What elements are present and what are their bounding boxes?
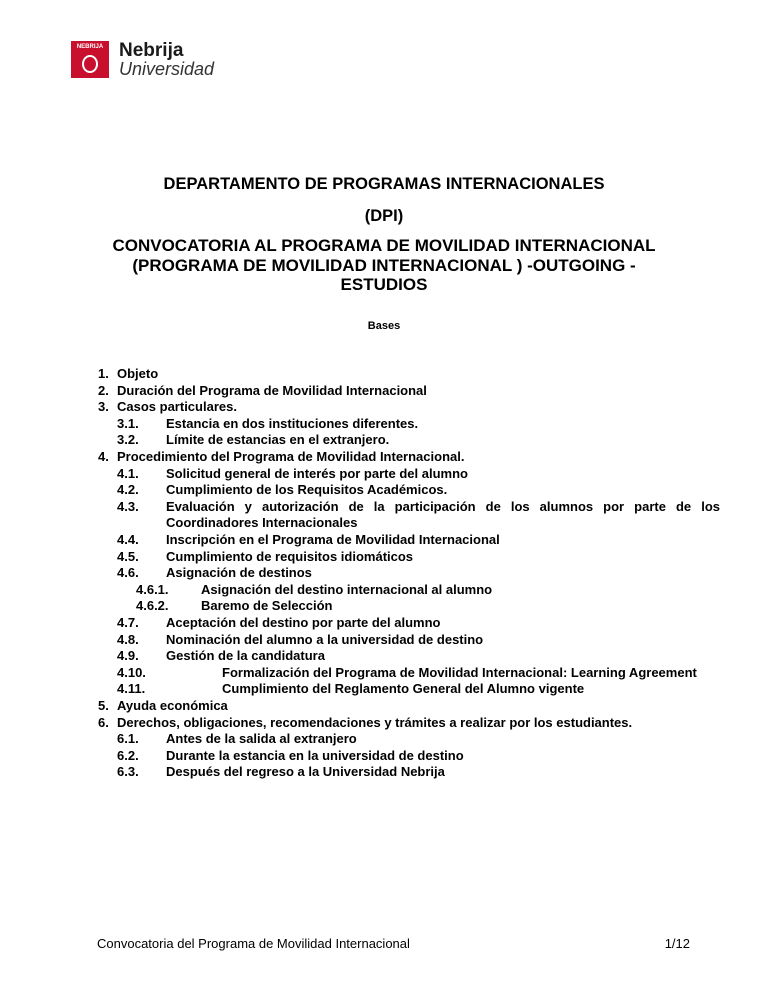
toc-text: Asignación de destinos xyxy=(166,565,312,581)
toc-item xyxy=(136,582,492,598)
toc-number: 3. xyxy=(98,399,109,415)
call-title-line-3: ESTUDIOS xyxy=(340,275,428,294)
toc-item xyxy=(117,532,500,548)
toc-item xyxy=(117,748,464,764)
toc-item xyxy=(117,482,447,498)
toc-text: Formalización del Programa de Movilidad Internacional: Learning Agreement xyxy=(222,664,697,680)
nebrija-logo xyxy=(71,41,214,78)
toc-number: 3.1. xyxy=(117,415,139,431)
toc-number: 6.2. xyxy=(117,747,139,763)
logo-emblem xyxy=(71,41,109,78)
toc-number: 4.1. xyxy=(117,465,139,481)
toc-number: 4.8. xyxy=(117,631,139,647)
toc-number: 4.3. xyxy=(117,498,139,514)
toc-text: Gestión de la candidatura xyxy=(166,648,325,664)
toc-number: 4. xyxy=(98,449,109,464)
toc-text: Objeto xyxy=(117,366,159,381)
toc-item xyxy=(117,648,325,664)
toc-number: 5. xyxy=(98,698,109,713)
toc-number: 4.6. xyxy=(117,565,139,581)
toc-number: 4.6.2. xyxy=(136,598,169,614)
toc-item xyxy=(117,565,312,581)
department-abbr: (DPI) xyxy=(364,207,404,225)
toc-text: Durante la estancia en la universidad de destino xyxy=(166,747,464,763)
call-title-line-2: (PROGRAMA DE MOVILIDAD INTERNACIONAL ) -OUTGOING - xyxy=(132,256,636,275)
toc-text: Aceptación del destino por parte del alumno xyxy=(166,615,441,630)
toc-text: Cumplimiento de los Requisitos Académicos. xyxy=(166,482,448,498)
toc-text: Asignación del destino internacional al alumno xyxy=(201,581,493,597)
toc-number: 4.6.1. xyxy=(136,581,169,597)
toc-item xyxy=(117,731,357,747)
toc-text: Baremo de Selección xyxy=(201,598,333,614)
page-number: 1/12 xyxy=(664,936,690,951)
toc-text: Evaluación y autorización de la participación de los alumnos por parte de los xyxy=(166,498,720,514)
toc-text: Nominación del alumno a la universidad de destino xyxy=(166,631,484,647)
toc-text: Después del regreso a la Universidad Nebrija xyxy=(166,764,445,780)
toc-item xyxy=(98,715,632,731)
bases-label: Bases xyxy=(367,320,401,332)
toc-text: Solicitud general de interés por parte del alumno xyxy=(166,465,468,481)
toc-item xyxy=(98,698,228,714)
call-title-line-1: CONVOCATORIA AL PROGRAMA DE MOVILIDAD INTERNACIONAL xyxy=(112,236,656,255)
toc-number: 4.4. xyxy=(117,532,139,547)
toc-item xyxy=(117,632,483,648)
toc-text: Inscripción en el Programa de Movilidad Internacional xyxy=(166,532,500,547)
toc-number: 6. xyxy=(98,714,109,730)
toc-number: 4.10. xyxy=(117,664,146,680)
toc-item xyxy=(117,681,584,697)
toc-text: Ayuda económica xyxy=(117,698,228,713)
toc-item xyxy=(117,499,720,515)
logo-sub: Universidad xyxy=(119,59,215,79)
toc-item xyxy=(117,615,441,631)
toc-text: Derechos, obligaciones, recomendaciones y trámites a realizar por los estudiantes. xyxy=(117,714,633,730)
toc-text: Cumplimiento del Reglamento General del Alumno vigente xyxy=(222,681,585,697)
toc-item xyxy=(117,665,697,681)
toc-number: 3.2. xyxy=(117,432,139,448)
toc-number: 4.2. xyxy=(117,482,139,498)
toc-text: Cumplimiento de requisitos idiomáticos xyxy=(166,548,414,564)
toc-text: Duración del Programa de Movilidad Internacional xyxy=(117,382,427,398)
toc-text: Antes de la salida al extranjero xyxy=(166,731,357,747)
toc-number: 4.5. xyxy=(117,548,139,564)
toc-number: 4.9. xyxy=(117,648,139,664)
toc-item xyxy=(117,515,357,531)
toc-number: 4.11. xyxy=(117,681,146,697)
toc-item xyxy=(117,466,468,482)
toc-item xyxy=(117,432,389,448)
footer-title: Convocatoria del Programa de Movilidad Internacional xyxy=(97,936,410,951)
toc-number: 6.3. xyxy=(117,764,139,780)
toc-text: Procedimiento del Programa de Movilidad Internacional. xyxy=(117,449,465,464)
toc-item xyxy=(98,399,237,415)
logo-top-text: NEBRIJA xyxy=(76,44,104,50)
toc-item xyxy=(117,416,418,432)
toc-number: 1. xyxy=(98,366,109,381)
department-title: DEPARTAMENTO DE PROGRAMAS INTERNACIONALES xyxy=(163,175,605,193)
toc-item xyxy=(117,764,445,780)
logo-name: Nebrija xyxy=(119,40,184,61)
toc-item xyxy=(136,598,333,614)
toc-text: Coordinadores Internacionales xyxy=(166,515,358,531)
toc-item xyxy=(98,366,158,382)
toc-text: Estancia en dos instituciones diferentes. xyxy=(166,415,419,431)
toc-item xyxy=(98,383,427,399)
toc-text: Límite de estancias en el extranjero. xyxy=(166,432,390,448)
toc-number: 2. xyxy=(98,382,109,398)
toc-text: Casos particulares. xyxy=(117,399,237,415)
toc-number: 6.1. xyxy=(117,731,139,747)
toc-item xyxy=(98,449,464,465)
toc-number: 4.7. xyxy=(117,615,139,630)
toc-item xyxy=(117,549,413,565)
